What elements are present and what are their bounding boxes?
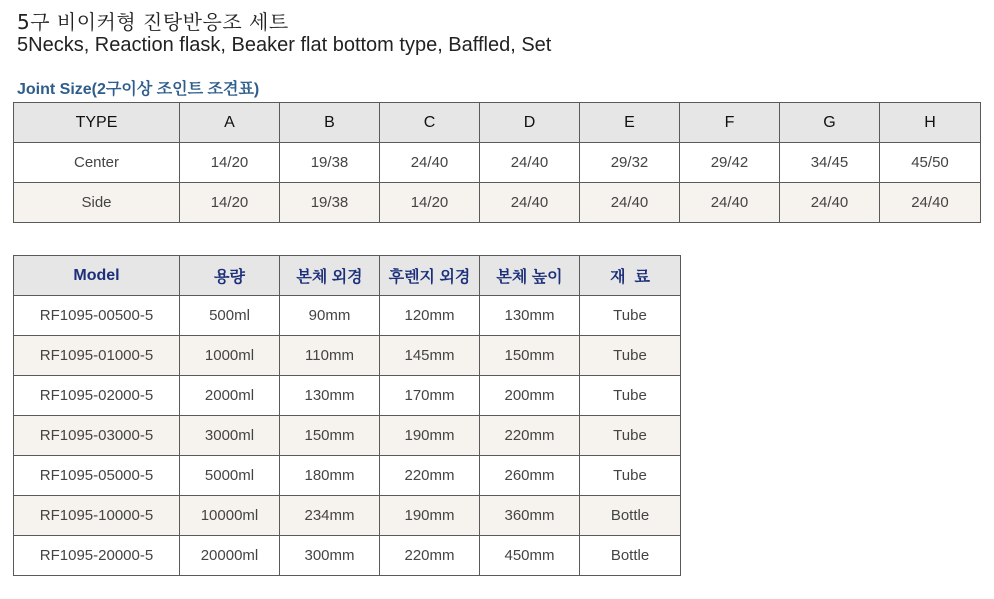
table-cell: 14/20 xyxy=(180,183,280,223)
table-cell: 29/42 xyxy=(680,143,780,183)
table-cell: 450mm xyxy=(480,536,580,576)
table-cell: 10000ml xyxy=(180,496,280,536)
table-cell: 24/40 xyxy=(480,183,580,223)
header-d: D xyxy=(480,103,580,143)
table-cell: 1000ml xyxy=(180,336,280,376)
table-cell: 220mm xyxy=(380,456,480,496)
table-cell: Tube xyxy=(580,296,681,336)
table-cell: 110mm xyxy=(280,336,380,376)
table-cell: 300mm xyxy=(280,536,380,576)
table-cell: Bottle xyxy=(580,496,681,536)
table-cell: 150mm xyxy=(280,416,380,456)
header-capacity: 용량 xyxy=(180,256,280,296)
table-cell: 500ml xyxy=(180,296,280,336)
table-cell: 19/38 xyxy=(280,143,380,183)
model-table-header-row xyxy=(14,256,681,296)
table-cell: 190mm xyxy=(380,496,480,536)
table-cell: 200mm xyxy=(480,376,580,416)
table-cell: 234mm xyxy=(280,496,380,536)
page-title-korean: 5구 비이커형 진탕반응조 세트 xyxy=(17,10,289,34)
table-cell: Tube xyxy=(580,456,681,496)
joint-size-table xyxy=(13,102,981,223)
table-cell: 24/40 xyxy=(680,183,780,223)
table-cell: 24/40 xyxy=(780,183,880,223)
model-spec-table xyxy=(13,255,681,576)
table-cell: 130mm xyxy=(280,376,380,416)
table-row xyxy=(14,376,681,416)
header-a: A xyxy=(180,103,280,143)
header-g: G xyxy=(780,103,880,143)
table-cell: 20000ml xyxy=(180,536,280,576)
table-cell: 3000ml xyxy=(180,416,280,456)
page-title-english: 5Necks, Reaction flask, Beaker flat bottom type, Baffled, Set xyxy=(17,34,552,56)
table-row xyxy=(14,296,681,336)
table-cell: 19/38 xyxy=(280,183,380,223)
table-row xyxy=(14,416,681,456)
table-cell: Bottle xyxy=(580,536,681,576)
table-cell: 14/20 xyxy=(180,143,280,183)
table-cell: 5000ml xyxy=(180,456,280,496)
table-cell: 90mm xyxy=(280,296,380,336)
header-body-od: 본체 외경 xyxy=(280,256,380,296)
table-row xyxy=(14,496,681,536)
table-cell: Tube xyxy=(580,336,681,376)
table-cell: RF1095-03000-5 xyxy=(14,416,180,456)
header-b: B xyxy=(280,103,380,143)
table-cell: 145mm xyxy=(380,336,480,376)
table-cell: RF1095-20000-5 xyxy=(14,536,180,576)
table-cell: RF1095-10000-5 xyxy=(14,496,180,536)
joint-table-header-row xyxy=(14,103,981,143)
table-cell: 170mm xyxy=(380,376,480,416)
table-cell: 24/40 xyxy=(480,143,580,183)
table-cell: 190mm xyxy=(380,416,480,456)
table-cell: Tube xyxy=(580,416,681,456)
table-cell: 120mm xyxy=(380,296,480,336)
header-e: E xyxy=(580,103,680,143)
table-cell: RF1095-05000-5 xyxy=(14,456,180,496)
table-cell: 45/50 xyxy=(880,143,981,183)
header-c: C xyxy=(380,103,480,143)
table-cell: 360mm xyxy=(480,496,580,536)
table-row xyxy=(14,183,981,223)
table-cell: Tube xyxy=(580,376,681,416)
table-cell: 14/20 xyxy=(380,183,480,223)
header-type: TYPE xyxy=(14,103,180,143)
table-cell: 220mm xyxy=(380,536,480,576)
table-cell: Center xyxy=(14,143,180,183)
table-cell: RF1095-02000-5 xyxy=(14,376,180,416)
table-cell: 260mm xyxy=(480,456,580,496)
table-cell: 130mm xyxy=(480,296,580,336)
header-flange-od: 후렌지 외경 xyxy=(380,256,480,296)
table-cell: 24/40 xyxy=(880,183,981,223)
joint-size-heading: Joint Size(2구이상 조인트 조견표) xyxy=(17,81,260,98)
table-cell: 220mm xyxy=(480,416,580,456)
header-model: Model xyxy=(14,256,180,296)
table-cell: 24/40 xyxy=(380,143,480,183)
header-body-height: 본체 높이 xyxy=(480,256,580,296)
header-material: 재 료 xyxy=(580,256,681,296)
table-cell: 24/40 xyxy=(580,183,680,223)
table-cell: 34/45 xyxy=(780,143,880,183)
table-cell: 150mm xyxy=(480,336,580,376)
table-cell: 2000ml xyxy=(180,376,280,416)
table-cell: Side xyxy=(14,183,180,223)
header-h: H xyxy=(880,103,981,143)
table-cell: 29/32 xyxy=(580,143,680,183)
table-row xyxy=(14,456,681,496)
table-cell: 180mm xyxy=(280,456,380,496)
table-row xyxy=(14,536,681,576)
table-cell: RF1095-00500-5 xyxy=(14,296,180,336)
header-f: F xyxy=(680,103,780,143)
table-cell: RF1095-01000-5 xyxy=(14,336,180,376)
table-row xyxy=(14,336,681,376)
table-row xyxy=(14,143,981,183)
